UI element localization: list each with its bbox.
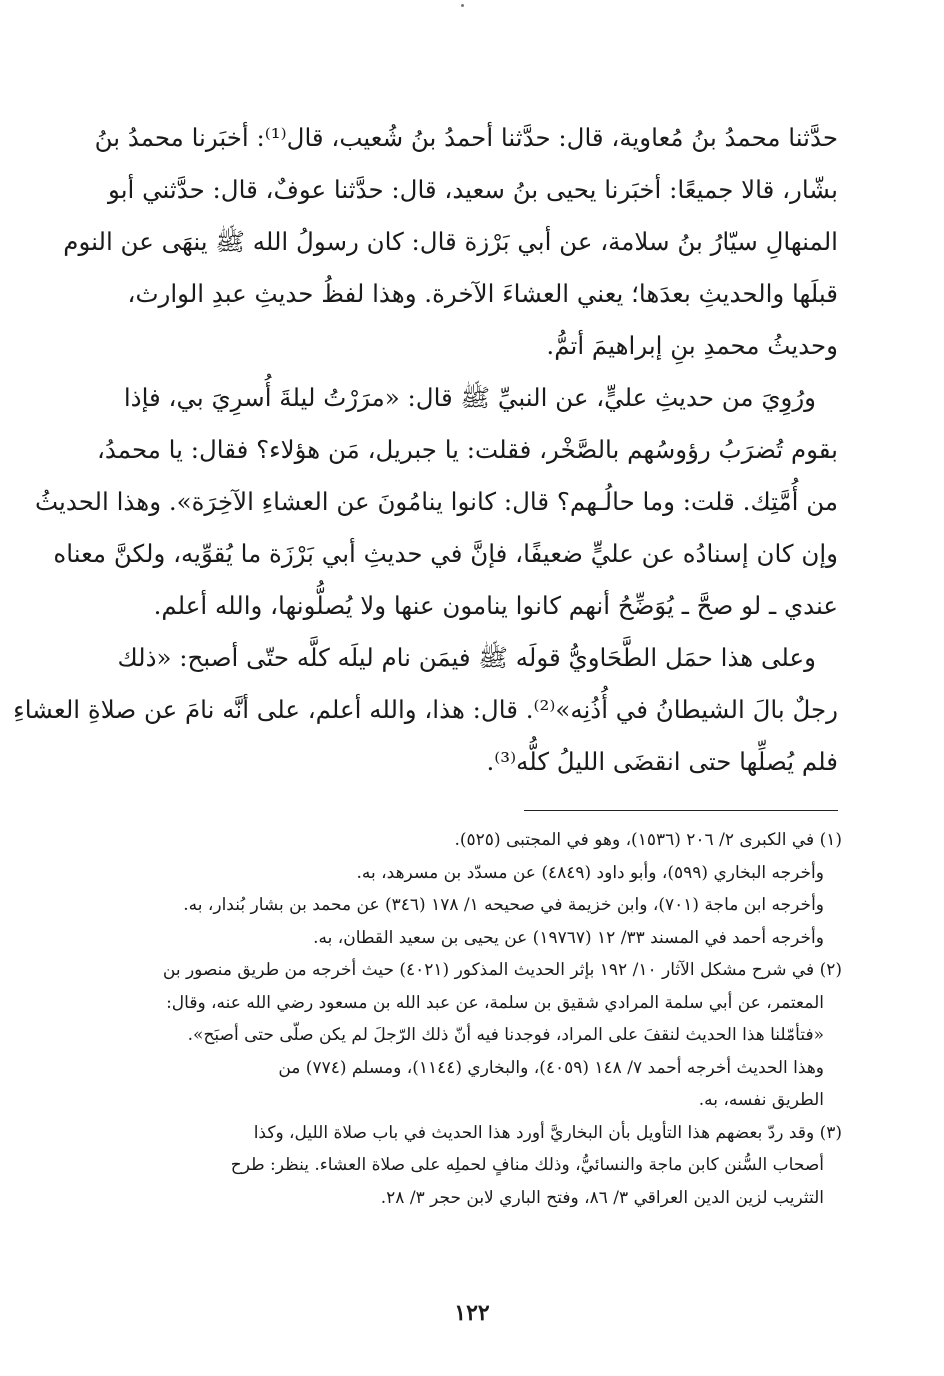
- footnote-line: وأخرجه ابن ماجة (٧٠١)، وابن خزيمة في صحيحه ١/ ١٧٨ (٣٤٦) عن محمد بن بشار بُندار، به.: [183, 895, 824, 915]
- footnote-line: الطريق نفسه، به.: [698, 1090, 824, 1110]
- body-line: من أُمَّتِك. قلت: وما حالُـهم؟ قال: كانوا ينامُونَ عن العشاءِ الآخِرَة». وهذا الحديثُ: [35, 487, 838, 516]
- footnote-line: المعتمر، عن أبي سلمة المرادي شقيق بن سلمة، عن عبد الله بن مسعود رضي الله عنه، وقال:: [166, 992, 824, 1013]
- footnote-line: (٣) وقد ردّ بعضهم هذا التأويل بأن البخاريَّ أورد هذا الحديث في باب صلاة الليل، وكذا: [253, 1122, 842, 1143]
- page-number: ١٢٢: [454, 1300, 490, 1326]
- body-line: وإن كان إسنادُه عن عليٍّ ضعيفًا، فإنَّ في حديثِ أبي بَرْزَة ما يُقوِّيه، ولكنَّ معناه: [53, 539, 838, 568]
- body-line: رجلٌ بالَ الشيطانُ في أُذُنِه»⁽²⁾. قال: هذا، والله أعلم، على أنَّه نامَ عن صلاةِ العشاءِ: [13, 695, 838, 724]
- body-line: قبلَها والحديثِ بعدَها؛ يعني العشاءَ الآخرة. وهذا لفظُ حديثِ عبدِ الوارث،: [127, 279, 838, 308]
- body-line: حدَّثنا محمدُ بنُ مُعاوية، قال: حدَّثنا أحمدُ بنُ شُعيب، قال⁽¹⁾: أخبَرنا محمدُ بنُ: [94, 123, 838, 152]
- body-line: بشّار، قالا جميعًا: أخبَرنا يحيى بنُ سعيد، قال: حدَّثنا عوفٌ، قال: حدَّثني أبو: [108, 175, 838, 204]
- footnote-line: (٢) في شرح مشكل الآثار ١٠/ ١٩٢ بإثر الحديث المذكور (٤٠٢١) حيث أخرجه من طريق منصور بن: [162, 960, 842, 980]
- main-text: [13, 112, 838, 788]
- footnote-line: أصحاب السُّنن كابن ماجة والنسائيُّ، وذلك منافٍ لحملِه على صلاة العشاء. ينظر: طرح: [230, 1155, 824, 1175]
- footnote-line: وأخرجه أحمد في المسند ٣٣/ ١٢ (١٩٧٦٧) عن يحيى بن سعيد القطان، به.: [313, 927, 824, 948]
- scan-dot: [461, 4, 464, 7]
- body-line: فلم يُصلِّها حتى انقضَى الليلُ كلُّه⁽³⁾.: [486, 747, 838, 776]
- footnote-line: وأخرجه البخاري (٥٩٩)، وأبو داود (٤٨٤٩) عن مسدّد بن مسرهد، به.: [356, 862, 824, 883]
- body-line: وحديثُ محمدِ بنِ إبراهيمَ أتمُّ.: [546, 331, 838, 360]
- footnote-line: (١) في الكبرى ٢/ ٢٠٦ (١٥٣٦)، وهو في المجتبى (٥٢٥).: [454, 830, 842, 850]
- body-line: وعلى هذا حمَل الطَّحَاويُّ قولَه ﷺ فيمَن نام ليلَه كلَّه حتّى أصبح: «ذلك: [117, 643, 816, 672]
- body-line: بقوم تُضرَبُ رؤوسُهم بالصَّخْر، فقلت: يا جبريل، مَن هؤلاء؟ فقال: يا محمدُ،: [97, 435, 838, 464]
- footnotes: [100, 824, 842, 1214]
- footnote-line: التثريب لزين الدين العراقي ٣/ ٨٦، وفتح الباري لابن حجر ٣/ ٢٨.: [380, 1187, 824, 1208]
- footnote-line: وهذا الحديث أخرجه أحمد ٧/ ١٤٨ (٤٠٥٩)، والبخاري (١١٤٤)، ومسلم (٧٧٤) من: [278, 1057, 824, 1078]
- body-line: عندي ـ لو صحَّ ـ يُوَضِّحُ أنهم كانوا ينامون عنها ولا يُصلُّونها، والله أعلم.: [153, 591, 838, 620]
- footnote-separator: [524, 810, 838, 811]
- footnote-line: «فتأمّلنا هذا الحديث لنقفَ على المراد، فوجدنا فيه أنّ ذلك الرّجلَ لم يكن صلّى حتى أصبَح».: [187, 1025, 824, 1045]
- body-line: ورُوِيَ من حديثِ عليٍّ، عن النبيِّ ﷺ قال: «مرَرْتُ ليلةَ أُسرِيَ بي، فإذا: [123, 383, 816, 412]
- body-line: المنهالِ سيّارُ بنُ سلامة، عن أبي بَرْزة قال: كان رسولُ الله ﷺ ينهَى عن النوم: [63, 227, 838, 256]
